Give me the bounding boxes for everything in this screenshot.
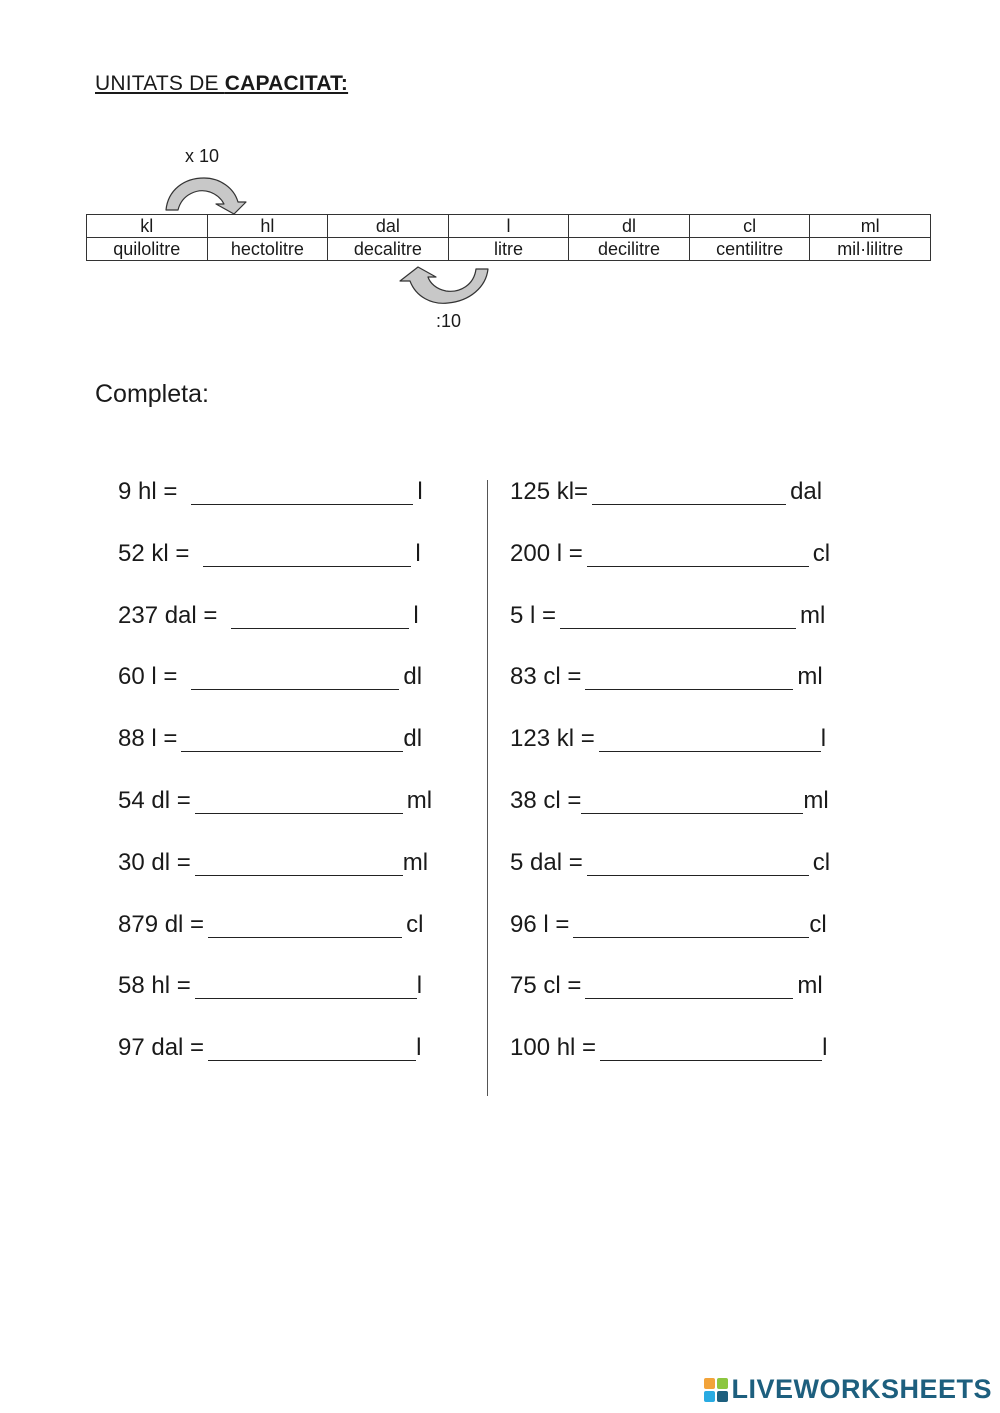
exercise-prompt: 237 dal = — [118, 601, 218, 629]
exercise-unit: ml — [402, 848, 429, 876]
exercise-prompt: 38 cl = — [510, 786, 582, 814]
exercise-row — [510, 540, 830, 602]
page-title — [95, 72, 348, 96]
units-table — [86, 214, 931, 261]
title-bold: CAPACITAT: — [224, 72, 349, 95]
exercise-prompt: 879 dl = — [118, 910, 205, 938]
exercise-row — [510, 663, 830, 725]
exercise-row — [118, 478, 432, 540]
unit-name: hectolitre — [207, 238, 328, 261]
exercise-prompt: 75 cl = — [510, 972, 582, 1000]
exercise-unit: cl — [406, 910, 424, 938]
exercise-row — [118, 911, 432, 973]
unit-abbr: l — [448, 215, 569, 238]
exercise-prompt: 52 kl = — [118, 539, 190, 567]
unit-name: centilitre — [689, 238, 810, 261]
unit-abbr: hl — [207, 215, 328, 238]
exercise-row — [510, 725, 830, 787]
exercise-prompt: 100 hl = — [510, 1034, 597, 1062]
unit-abbr: kl — [87, 215, 208, 238]
answer-blank[interactable] — [587, 849, 809, 876]
exercise-unit: ml — [803, 786, 829, 814]
exercise-prompt: 83 cl = — [510, 663, 582, 691]
answer-blank[interactable] — [581, 787, 803, 814]
exercise-unit: ml — [406, 786, 433, 814]
exercise-prompt: 30 dl = — [118, 848, 191, 876]
unit-abbr: ml — [810, 215, 931, 238]
exercise-unit: dal — [790, 478, 823, 505]
exercise-row — [510, 911, 830, 973]
exercise-unit: cl — [809, 910, 827, 938]
answer-blank[interactable] — [560, 602, 796, 629]
exercise-row — [118, 787, 432, 849]
exercise-row — [510, 1034, 830, 1096]
exercise-unit: l — [415, 539, 421, 567]
exercise-row — [118, 725, 432, 787]
exercises-left — [118, 478, 432, 1096]
answer-blank[interactable] — [195, 787, 403, 814]
answer-blank[interactable] — [587, 540, 809, 567]
exercise-prompt: 54 dl = — [118, 786, 191, 814]
answer-blank[interactable] — [191, 663, 399, 690]
answer-blank[interactable] — [195, 849, 403, 876]
exercise-row — [118, 849, 432, 911]
exercise-unit: cl — [812, 539, 831, 567]
answer-blank[interactable] — [573, 911, 809, 938]
unit-name: mil·lilitre — [810, 238, 931, 261]
exercise-prompt: 5 dal = — [510, 848, 583, 876]
divide-arrow-icon — [396, 265, 492, 307]
exercise-prompt: 5 l = — [510, 601, 557, 629]
exercise-unit: ml — [800, 601, 826, 629]
exercise-unit: ml — [797, 663, 823, 691]
answer-blank[interactable] — [600, 1034, 822, 1061]
exercise-prompt: 60 l = — [118, 663, 178, 691]
answer-blank[interactable] — [195, 972, 417, 999]
instruction: Completa: — [95, 380, 209, 408]
answer-blank[interactable] — [592, 478, 786, 505]
exercise-row — [118, 972, 432, 1034]
exercise-unit: l — [413, 601, 419, 629]
exercise-row — [510, 972, 830, 1034]
exercise-unit: dl — [403, 663, 423, 691]
exercise-unit: l — [822, 1034, 828, 1062]
exercise-unit: cl — [812, 848, 831, 876]
exercise-unit: l — [820, 725, 827, 753]
multiply-label: x 10 — [185, 146, 220, 166]
multiply-arrow-icon — [158, 172, 250, 214]
exercise-unit: l — [416, 972, 423, 1000]
exercise-row — [510, 602, 830, 664]
answer-blank[interactable] — [585, 972, 793, 999]
exercise-row — [510, 478, 830, 540]
title-plain: UNITATS DE — [95, 72, 225, 95]
exercise-unit: ml — [797, 972, 823, 1000]
exercise-prompt: 9 hl = — [118, 478, 178, 505]
exercise-prompt: 97 dal = — [118, 1034, 205, 1062]
divide-label: :10 — [436, 311, 462, 331]
exercise-prompt: 123 kl = — [510, 725, 595, 753]
unit-abbr: dal — [328, 215, 449, 238]
column-divider — [487, 480, 488, 1096]
exercise-unit: l — [417, 478, 423, 505]
exercise-prompt: 96 l = — [510, 910, 570, 938]
exercise-row — [118, 1034, 432, 1096]
unit-name: decalitre — [328, 238, 449, 261]
answer-blank[interactable] — [203, 540, 411, 567]
exercises-right — [510, 478, 830, 1096]
unit-name: decilitre — [569, 238, 690, 261]
unit-name: litre — [448, 238, 569, 261]
logo-text: LIVEWORKSHEETS — [731, 1374, 992, 1404]
units-abbr-row — [87, 215, 931, 238]
exercise-prompt: 58 hl = — [118, 972, 191, 1000]
unit-abbr: cl — [689, 215, 810, 238]
exercise-unit: dl — [403, 725, 423, 753]
answer-blank[interactable] — [208, 1034, 416, 1061]
answer-blank[interactable] — [208, 911, 402, 938]
exercise-prompt: 125 kl= — [510, 478, 589, 505]
answer-blank[interactable] — [181, 725, 403, 752]
exercise-prompt: 88 l = — [118, 725, 178, 753]
exercise-unit: l — [416, 1034, 422, 1062]
exercise-row — [510, 787, 830, 849]
answer-blank[interactable] — [599, 725, 821, 752]
exercise-row — [118, 602, 432, 664]
exercise-prompt: 200 l = — [510, 539, 583, 567]
exercise-row — [118, 663, 432, 725]
logo-grid-icon — [704, 1378, 728, 1402]
exercise-row — [118, 540, 432, 602]
unit-name: quilolitre — [87, 238, 208, 261]
units-name-row — [87, 238, 931, 261]
answer-blank[interactable] — [585, 663, 793, 690]
liveworksheets-logo — [704, 1374, 992, 1405]
answer-blank[interactable] — [191, 478, 413, 505]
unit-abbr: dl — [569, 215, 690, 238]
exercise-row — [510, 849, 830, 911]
answer-blank[interactable] — [231, 602, 409, 629]
